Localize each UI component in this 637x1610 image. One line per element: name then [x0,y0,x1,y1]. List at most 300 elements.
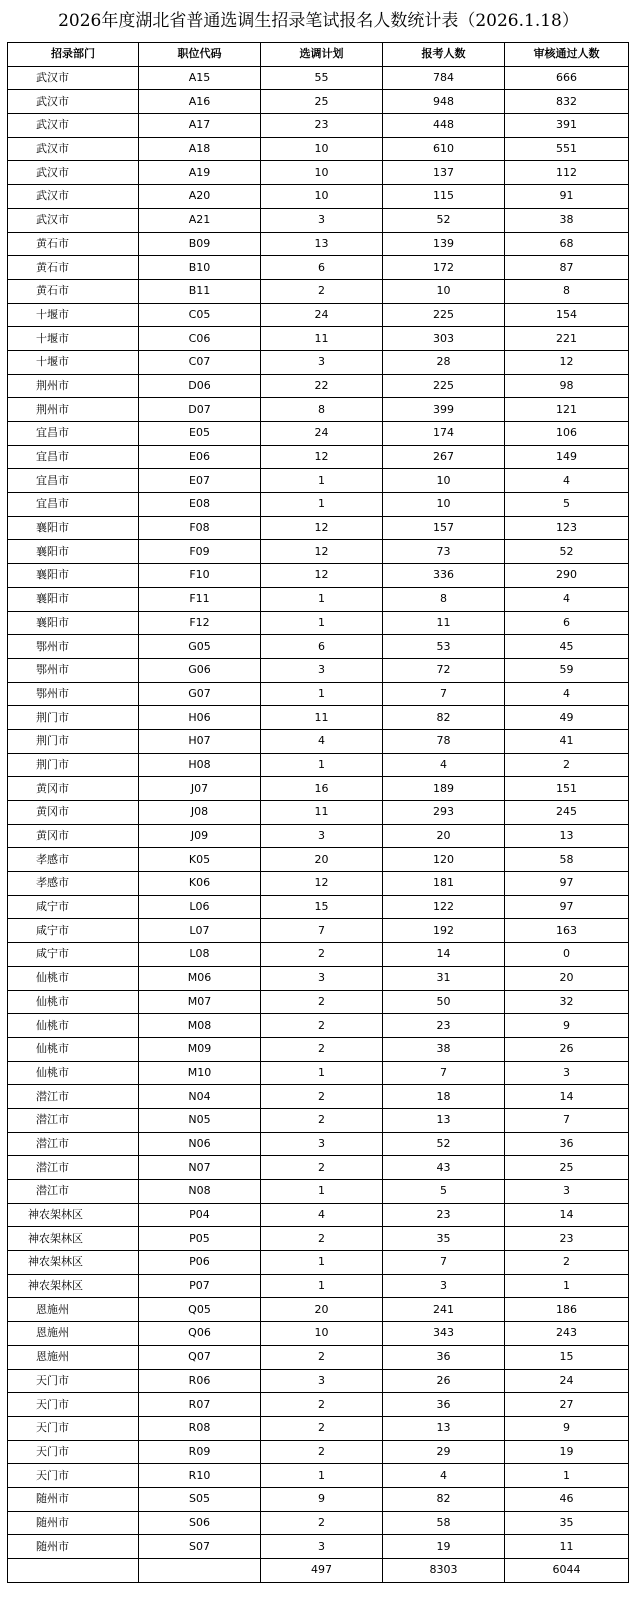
cell-department: 孝感市 [8,872,139,896]
table-row [8,587,629,611]
cell-approved: 163 [505,919,629,943]
table-row [8,635,629,659]
table-row [8,208,629,232]
cell-plan: 2 [261,1108,383,1132]
cell-approved: 98 [505,374,629,398]
cell-plan: 23 [261,114,383,138]
cell-plan: 7 [261,919,383,943]
cell-department: 黄石市 [8,279,139,303]
table-row [8,1108,629,1132]
cell-department: 黄石市 [8,232,139,256]
table-row [8,729,629,753]
cell-plan: 2 [261,279,383,303]
cell-department: 鄂州市 [8,658,139,682]
cell-approved: 32 [505,990,629,1014]
cell-approved: 45 [505,635,629,659]
cell-department: 恩施州 [8,1322,139,1346]
cell-department: 宜昌市 [8,493,139,517]
cell-approved: 666 [505,66,629,90]
table-row [8,1440,629,1464]
cell-approved: 59 [505,658,629,682]
cell-department: 恩施州 [8,1345,139,1369]
cell-department: 天门市 [8,1440,139,1464]
cell-position-code: A19 [139,161,261,185]
cell-plan: 1 [261,493,383,517]
table-row [8,1535,629,1559]
cell-applicants: 784 [383,66,505,90]
cell-position-code: R08 [139,1416,261,1440]
cell-position-code: E06 [139,445,261,469]
cell-department: 神农架林区 [8,1274,139,1298]
header-approved: 审核通过人数 [505,43,629,67]
table-row [8,1251,629,1275]
table-row [8,279,629,303]
cell-position-code: P05 [139,1227,261,1251]
table-row [8,1511,629,1535]
cell-plan: 10 [261,161,383,185]
cell-position-code: D07 [139,398,261,422]
table-row [8,1156,629,1180]
table-row [8,1014,629,1038]
cell-approved: 4 [505,682,629,706]
table-row [8,516,629,540]
cell-approved: 832 [505,90,629,114]
cell-position-code: F10 [139,564,261,588]
cell-position-code: M07 [139,990,261,1014]
cell-plan: 6 [261,256,383,280]
cell-position-code: H08 [139,753,261,777]
cell-plan: 3 [261,966,383,990]
cell-approved: 2 [505,1251,629,1275]
cell-department: 武汉市 [8,137,139,161]
cell-plan: 6 [261,635,383,659]
cell-position-code: E05 [139,422,261,446]
cell-approved: 8 [505,279,629,303]
cell-applicants: 7 [383,1061,505,1085]
page-title: 2026年度湖北省普通选调生招录笔试报名人数统计表（2026.1.18） [58,11,579,31]
cell-approved: 25 [505,1156,629,1180]
cell-department: 襄阳市 [8,540,139,564]
cell-applicants: 189 [383,777,505,801]
cell-position-code: N06 [139,1132,261,1156]
cell-department: 咸宁市 [8,895,139,919]
cell-approved: 3 [505,1061,629,1085]
table-row [8,658,629,682]
cell-department: 潜江市 [8,1180,139,1204]
table-row [8,1369,629,1393]
table-row [8,114,629,138]
cell-applicants: 139 [383,232,505,256]
cell-applicants: 35 [383,1227,505,1251]
table-row [8,1037,629,1061]
cell-approved: 19 [505,1440,629,1464]
cell-department: 荆门市 [8,729,139,753]
cell-department: 武汉市 [8,90,139,114]
cell-plan: 1 [261,1464,383,1488]
cell-plan: 12 [261,872,383,896]
cell-plan: 1 [261,1061,383,1085]
cell-position-code: Q06 [139,1322,261,1346]
table-row [8,753,629,777]
table-row [8,872,629,896]
cell-plan: 1 [261,587,383,611]
cell-approved: 41 [505,729,629,753]
cell-applicants: 610 [383,137,505,161]
table-row [8,1298,629,1322]
totals-plan: 497 [261,1559,383,1583]
cell-approved: 149 [505,445,629,469]
cell-plan: 4 [261,729,383,753]
cell-position-code: R09 [139,1440,261,1464]
cell-approved: 9 [505,1416,629,1440]
cell-plan: 3 [261,658,383,682]
cell-plan: 3 [261,350,383,374]
cell-approved: 13 [505,824,629,848]
cell-position-code: L06 [139,895,261,919]
cell-plan: 55 [261,66,383,90]
cell-approved: 5 [505,493,629,517]
table-row [8,1345,629,1369]
cell-department: 鄂州市 [8,682,139,706]
cell-position-code: B09 [139,232,261,256]
cell-department: 襄阳市 [8,611,139,635]
table-row [8,445,629,469]
cell-position-code: C05 [139,303,261,327]
cell-position-code: F09 [139,540,261,564]
totals-applicants: 8303 [383,1559,505,1583]
cell-applicants: 241 [383,1298,505,1322]
cell-position-code: L08 [139,943,261,967]
cell-position-code: J08 [139,801,261,825]
table-row [8,256,629,280]
table-row [8,1274,629,1298]
cell-applicants: 7 [383,1251,505,1275]
cell-plan: 2 [261,1393,383,1417]
cell-applicants: 3 [383,1274,505,1298]
cell-plan: 2 [261,990,383,1014]
cell-approved: 123 [505,516,629,540]
table-row [8,161,629,185]
cell-applicants: 157 [383,516,505,540]
table-row [8,895,629,919]
cell-applicants: 19 [383,1535,505,1559]
cell-approved: 112 [505,161,629,185]
cell-position-code: P07 [139,1274,261,1298]
cell-plan: 2 [261,1511,383,1535]
cell-applicants: 73 [383,540,505,564]
cell-plan: 2 [261,1345,383,1369]
cell-approved: 154 [505,303,629,327]
cell-applicants: 23 [383,1014,505,1038]
cell-department: 武汉市 [8,185,139,209]
cell-approved: 12 [505,350,629,374]
cell-applicants: 948 [383,90,505,114]
cell-position-code: F11 [139,587,261,611]
cell-applicants: 53 [383,635,505,659]
cell-applicants: 174 [383,422,505,446]
cell-plan: 11 [261,801,383,825]
cell-department: 宜昌市 [8,422,139,446]
cell-plan: 2 [261,1085,383,1109]
cell-approved: 245 [505,801,629,825]
cell-plan: 25 [261,90,383,114]
cell-department: 仙桃市 [8,966,139,990]
cell-approved: 4 [505,469,629,493]
cell-plan: 2 [261,943,383,967]
cell-approved: 151 [505,777,629,801]
cell-department: 潜江市 [8,1156,139,1180]
cell-applicants: 5 [383,1180,505,1204]
cell-position-code: F12 [139,611,261,635]
cell-applicants: 137 [383,161,505,185]
cell-applicants: 28 [383,350,505,374]
cell-plan: 20 [261,848,383,872]
cell-applicants: 10 [383,469,505,493]
cell-plan: 1 [261,1274,383,1298]
cell-department: 仙桃市 [8,1014,139,1038]
table-row [8,1132,629,1156]
header-department: 招录部门 [8,43,139,67]
table-row [8,611,629,635]
cell-department: 荆州市 [8,374,139,398]
cell-position-code: R06 [139,1369,261,1393]
cell-approved: 23 [505,1227,629,1251]
cell-plan: 12 [261,516,383,540]
table-row [8,398,629,422]
cell-approved: 1 [505,1464,629,1488]
cell-position-code: N04 [139,1085,261,1109]
cell-plan: 10 [261,137,383,161]
cell-applicants: 36 [383,1393,505,1417]
table-row [8,801,629,825]
cell-applicants: 82 [383,706,505,730]
cell-applicants: 225 [383,374,505,398]
cell-approved: 97 [505,872,629,896]
cell-approved: 38 [505,208,629,232]
cell-position-code: C07 [139,350,261,374]
cell-position-code: A18 [139,137,261,161]
cell-plan: 1 [261,1251,383,1275]
cell-position-code: M09 [139,1037,261,1061]
cell-plan: 3 [261,1132,383,1156]
cell-applicants: 29 [383,1440,505,1464]
table-row [8,1416,629,1440]
cell-applicants: 36 [383,1345,505,1369]
cell-applicants: 14 [383,943,505,967]
cell-approved: 97 [505,895,629,919]
cell-approved: 290 [505,564,629,588]
cell-department: 仙桃市 [8,1037,139,1061]
cell-department: 潜江市 [8,1132,139,1156]
cell-position-code: C06 [139,327,261,351]
cell-approved: 20 [505,966,629,990]
table-row [8,824,629,848]
cell-plan: 3 [261,1535,383,1559]
cell-plan: 12 [261,540,383,564]
table-row [8,1085,629,1109]
cell-plan: 1 [261,611,383,635]
cell-plan: 1 [261,469,383,493]
cell-approved: 91 [505,185,629,209]
cell-position-code: R10 [139,1464,261,1488]
cell-department: 荆门市 [8,706,139,730]
cell-applicants: 181 [383,872,505,896]
cell-plan: 2 [261,1156,383,1180]
table-row [8,966,629,990]
cell-plan: 1 [261,682,383,706]
cell-applicants: 303 [383,327,505,351]
cell-applicants: 13 [383,1108,505,1132]
cell-department: 武汉市 [8,208,139,232]
cell-applicants: 8 [383,587,505,611]
cell-position-code: J07 [139,777,261,801]
cell-position-code: H07 [139,729,261,753]
cell-plan: 2 [261,1416,383,1440]
table-row [8,990,629,1014]
cell-department: 襄阳市 [8,516,139,540]
cell-approved: 24 [505,1369,629,1393]
cell-position-code: S06 [139,1511,261,1535]
cell-approved: 106 [505,422,629,446]
cell-applicants: 172 [383,256,505,280]
cell-department: 黄石市 [8,256,139,280]
header-plan: 选调计划 [261,43,383,67]
cell-plan: 3 [261,1369,383,1393]
cell-plan: 16 [261,777,383,801]
cell-applicants: 10 [383,279,505,303]
cell-approved: 1 [505,1274,629,1298]
cell-position-code: A20 [139,185,261,209]
cell-approved: 14 [505,1085,629,1109]
cell-approved: 14 [505,1203,629,1227]
cell-plan: 10 [261,1322,383,1346]
cell-department: 鄂州市 [8,635,139,659]
cell-applicants: 7 [383,682,505,706]
cell-applicants: 343 [383,1322,505,1346]
table-row [8,682,629,706]
cell-plan: 24 [261,422,383,446]
cell-plan: 11 [261,327,383,351]
cell-department: 天门市 [8,1393,139,1417]
cell-department: 随州市 [8,1511,139,1535]
cell-position-code: N05 [139,1108,261,1132]
cell-applicants: 52 [383,208,505,232]
cell-department: 武汉市 [8,66,139,90]
cell-department: 宜昌市 [8,445,139,469]
cell-position-code: E07 [139,469,261,493]
cell-position-code: G05 [139,635,261,659]
cell-position-code: K05 [139,848,261,872]
cell-department: 襄阳市 [8,587,139,611]
table-row [8,1227,629,1251]
cell-position-code: D06 [139,374,261,398]
totals-row [8,1559,629,1583]
cell-position-code: A21 [139,208,261,232]
cell-approved: 0 [505,943,629,967]
cell-plan: 11 [261,706,383,730]
table-row [8,1464,629,1488]
table-row [8,185,629,209]
cell-position-code: S05 [139,1487,261,1511]
cell-plan: 20 [261,1298,383,1322]
cell-plan: 4 [261,1203,383,1227]
cell-approved: 36 [505,1132,629,1156]
cell-applicants: 448 [383,114,505,138]
cell-approved: 7 [505,1108,629,1132]
cell-approved: 3 [505,1180,629,1204]
cell-department: 潜江市 [8,1085,139,1109]
cell-department: 仙桃市 [8,990,139,1014]
cell-approved: 52 [505,540,629,564]
table-row [8,90,629,114]
cell-applicants: 11 [383,611,505,635]
cell-applicants: 267 [383,445,505,469]
cell-position-code: A17 [139,114,261,138]
cell-department: 黄冈市 [8,801,139,825]
cell-applicants: 20 [383,824,505,848]
cell-applicants: 26 [383,1369,505,1393]
cell-position-code: N07 [139,1156,261,1180]
cell-plan: 2 [261,1440,383,1464]
table-row [8,66,629,90]
cell-position-code: P04 [139,1203,261,1227]
cell-position-code: E08 [139,493,261,517]
cell-position-code: M08 [139,1014,261,1038]
totals-cell [139,1559,261,1583]
cell-department: 天门市 [8,1464,139,1488]
cell-applicants: 122 [383,895,505,919]
cell-approved: 221 [505,327,629,351]
table-row [8,1487,629,1511]
cell-applicants: 78 [383,729,505,753]
statistics-table [7,42,629,1583]
cell-plan: 12 [261,564,383,588]
cell-position-code: F08 [139,516,261,540]
cell-position-code: P06 [139,1251,261,1275]
cell-position-code: R07 [139,1393,261,1417]
cell-approved: 2 [505,753,629,777]
cell-department: 神农架林区 [8,1227,139,1251]
cell-position-code: M10 [139,1061,261,1085]
cell-applicants: 115 [383,185,505,209]
cell-plan: 3 [261,208,383,232]
cell-approved: 186 [505,1298,629,1322]
cell-department: 咸宁市 [8,919,139,943]
cell-department: 襄阳市 [8,564,139,588]
cell-approved: 46 [505,1487,629,1511]
cell-plan: 8 [261,398,383,422]
table-row [8,919,629,943]
cell-department: 随州市 [8,1535,139,1559]
cell-position-code: L07 [139,919,261,943]
cell-position-code: K06 [139,872,261,896]
cell-applicants: 23 [383,1203,505,1227]
cell-applicants: 82 [383,1487,505,1511]
cell-position-code: H06 [139,706,261,730]
cell-applicants: 50 [383,990,505,1014]
cell-approved: 121 [505,398,629,422]
cell-plan: 10 [261,185,383,209]
cell-plan: 12 [261,445,383,469]
cell-position-code: J09 [139,824,261,848]
cell-position-code: N08 [139,1180,261,1204]
cell-department: 黄冈市 [8,824,139,848]
cell-applicants: 31 [383,966,505,990]
cell-position-code: Q07 [139,1345,261,1369]
table-row [8,469,629,493]
cell-applicants: 4 [383,753,505,777]
cell-approved: 68 [505,232,629,256]
